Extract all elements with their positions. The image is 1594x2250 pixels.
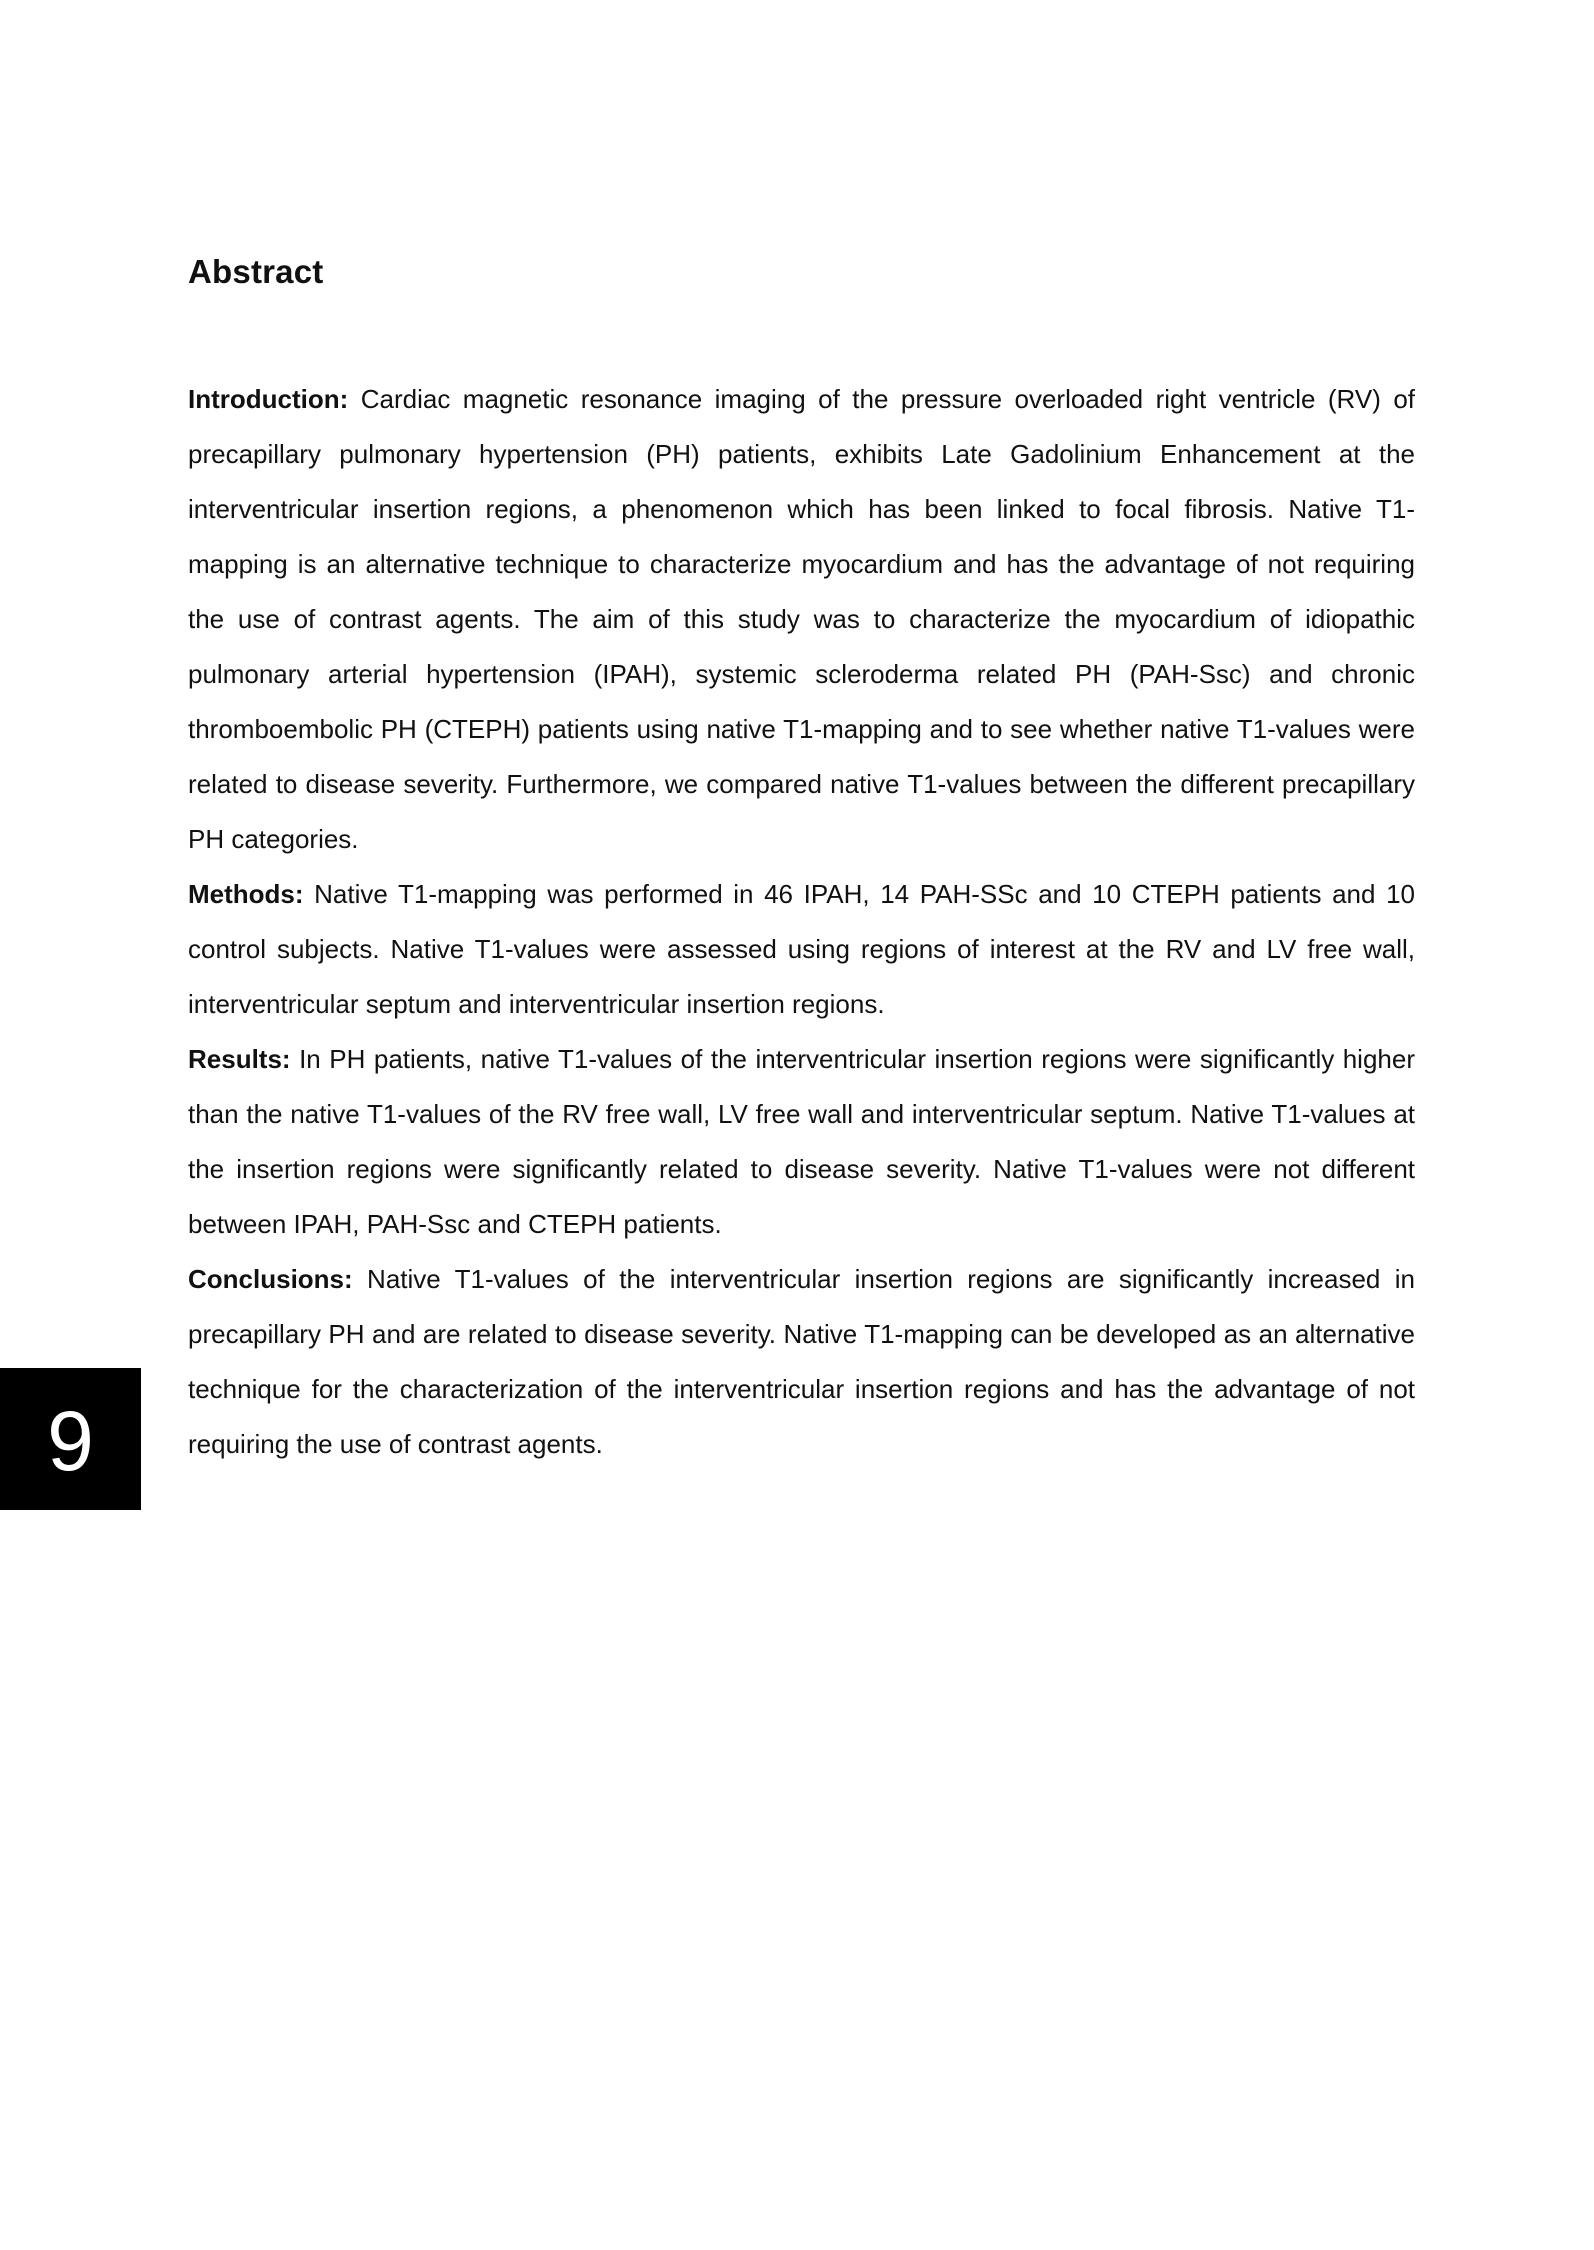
conclusions-text: Native T1-values of the interventricular insertion regions are significantly increased in precapillary PH and are related to disease severity. Native T1-mapping can be developed as an alternative technique for the characterization of the interventricular insertion regions and has the advantage of not requiring the use of contrast agents. [188, 1264, 1415, 1459]
results-paragraph [188, 1032, 1415, 1252]
results-label: Results: [188, 1044, 291, 1074]
section-heading: Abstract [188, 253, 324, 290]
methods-label: Methods: [188, 879, 304, 909]
results-text: In PH patients, native T1-values of the interventricular insertion regions were significantly higher than the native T1-values of the RV free wall, LV free wall and interventricular septum. Native T1-values at the insertion regions were significantly related to disease severity. Native T1-values were not different between IPAH, PAH-Ssc and CTEPH patients. [188, 1044, 1415, 1239]
methods-paragraph [188, 867, 1415, 1032]
abstract-body [188, 372, 1415, 1472]
introduction-label: Introduction: [188, 384, 349, 414]
methods-text: Native T1-mapping was performed in 46 IPAH, 14 PAH-SSc and 10 CTEPH patients and 10 control subjects. Native T1-values were assessed using regions of interest at the RV and LV free wall, interventricular septum and interventricular insertion regions. [188, 879, 1415, 1019]
introduction-paragraph [188, 372, 1415, 867]
conclusions-label: Conclusions: [188, 1264, 353, 1294]
chapter-number-tab: 9 [0, 1368, 141, 1510]
introduction-text: Cardiac magnetic resonance imaging of the pressure overloaded right ventricle (RV) of precapillary pulmonary hypertension (PH) patients, exhibits Late Gadolinium Enhancement at the interventricular insertion regions, a phenomenon which has been linked to focal fibrosis. Native T1-mapping is an alternative technique to characterize myocardium and has the advantage of not requiring the use of contrast agents. The aim of this study was to characterize the myocardium of idiopathic pulmonary arterial hypertension (IPAH), systemic scleroderma related PH (PAH-Ssc) and chronic thromboembolic PH (CTEPH) patients using native T1-mapping and to see whether native T1-values were related to disease severity. Furthermore, we compared native T1-values between the different precapillary PH categories. [188, 384, 1415, 854]
conclusions-paragraph [188, 1252, 1415, 1472]
